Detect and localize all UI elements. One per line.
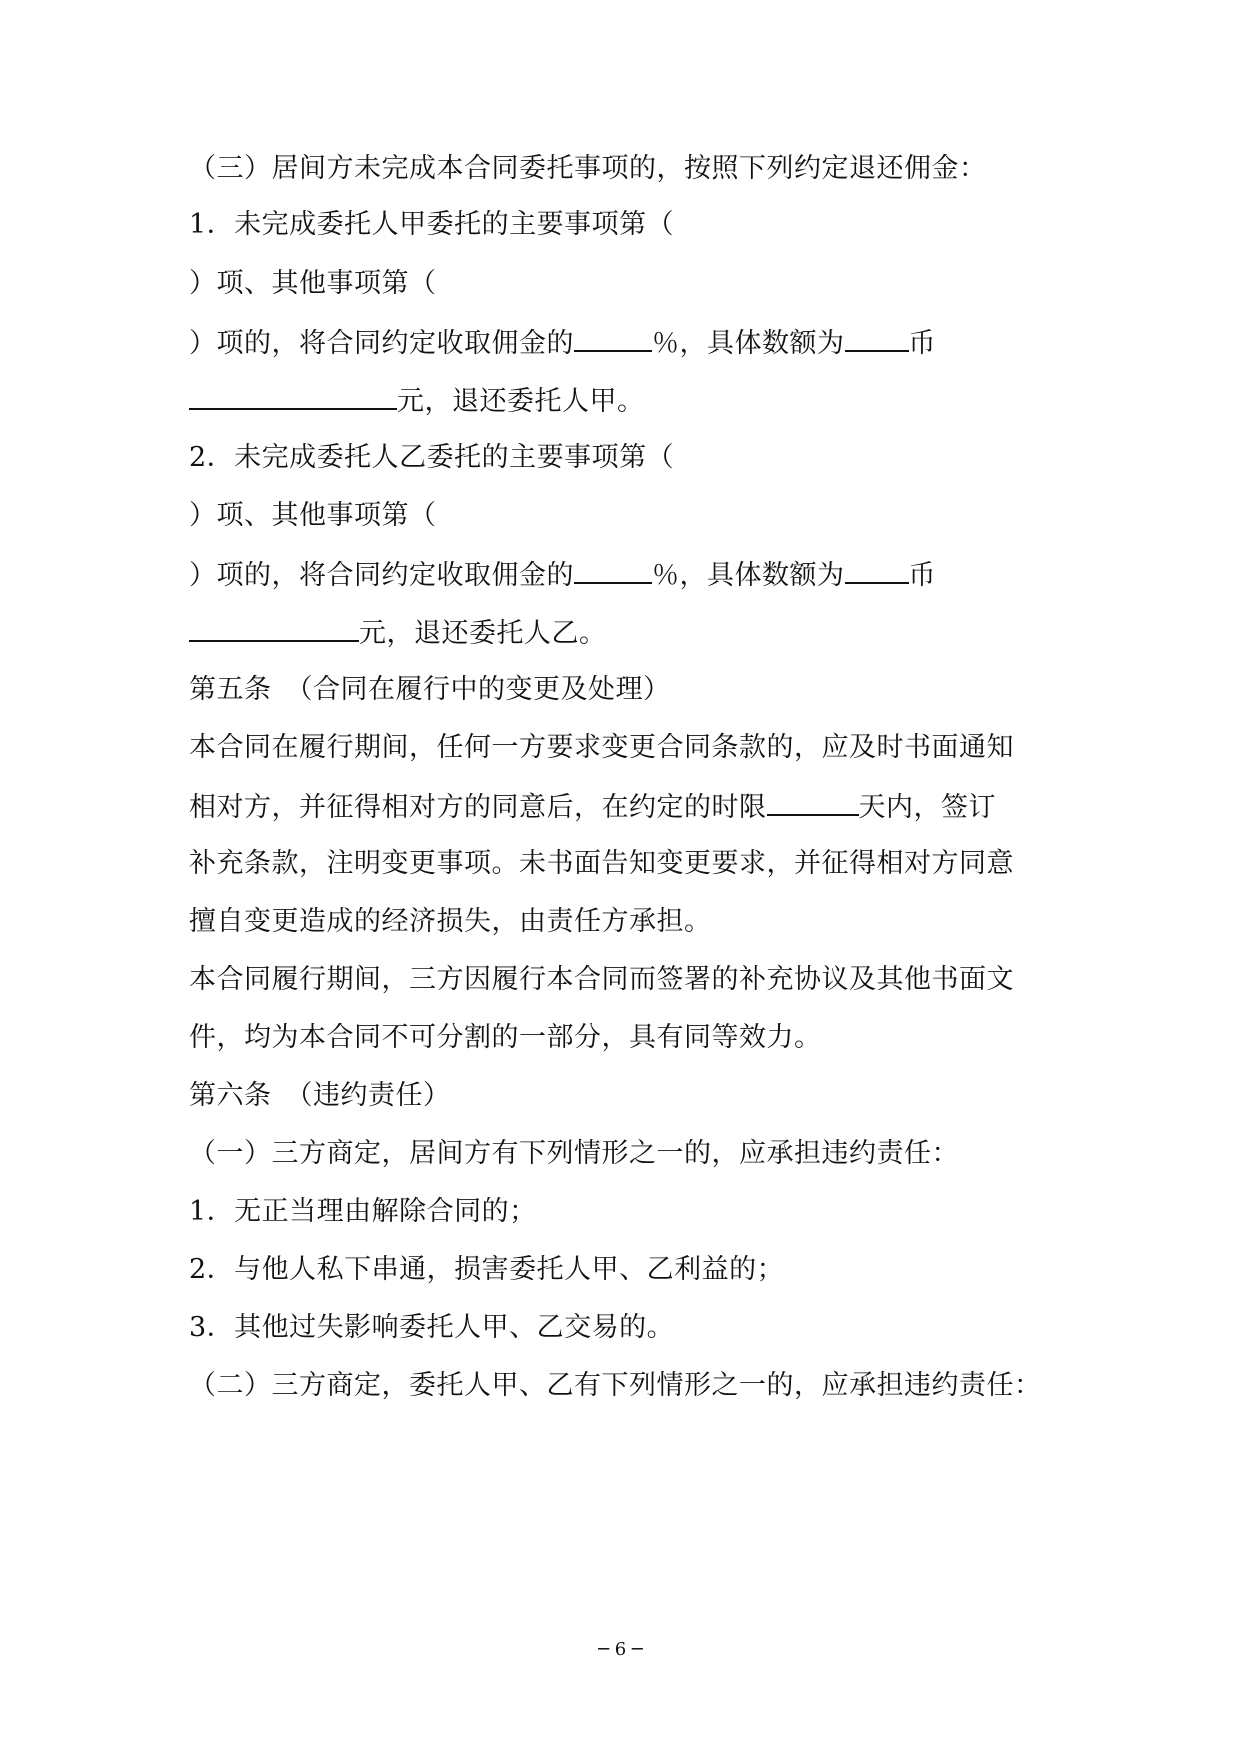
article-6-clause-1-item-1: 1．无正当理由解除合同的； [189,1196,537,1227]
article-5-paragraph-1-line-4: 擅自变更造成的经济损失，由责任方承担。 [189,906,712,937]
article-6-clause-2-heading: （二）三方商定，委托人甲、乙有下列情形之一的，应承担违约责任： [189,1370,1042,1401]
blank-line [845,556,909,584]
paragraph-item-1-line-4 [189,382,1069,420]
blank-line [189,382,397,410]
paragraph-item-1-line-2: ）项、其他事项第（ [189,268,437,299]
paragraph-item-1-line-1: 1．未完成委托人甲委托的主要事项第（ [189,209,675,240]
blank-line [574,324,652,352]
paragraph-item-2-line-3 [189,556,1069,594]
article-6-clause-1-heading: （一）三方商定，居间方有下列情形之一的，应承担违约责任： [189,1138,959,1169]
text-segment: 元，退还委托人甲。 [397,386,645,417]
paragraph-item-2-line-4 [189,614,1069,652]
text-segment: 相对方，并征得相对方的同意后，在约定的时限 [189,792,767,823]
paragraph-item-2-line-1: 2．未完成委托人乙委托的主要事项第（ [189,442,675,473]
blank-line [574,556,652,584]
text-segment: 币 [908,328,936,359]
article-6-clause-1-item-2: 2．与他人私下串通，损害委托人甲、乙利益的； [189,1254,785,1285]
text-segment: ％，具体数额为 [652,560,845,591]
text-segment: 元，退还委托人乙。 [359,618,607,649]
article-6-heading: 第六条 （违约责任） [189,1080,451,1111]
article-5-paragraph-2-line-2: 件，均为本合同不可分割的一部分，具有同等效力。 [189,1022,822,1053]
page-number: ─ 6 ─ [598,1639,643,1660]
article-5-paragraph-1-line-3: 补充条款，注明变更事项。未书面告知变更要求，并征得相对方同意 [189,848,1014,879]
article-5-heading: 第五条 （合同在履行中的变更及处理） [189,674,671,705]
article-6-clause-1-item-3: 3．其他过失影响委托人甲、乙交易的。 [189,1312,675,1343]
article-5-paragraph-1-line-2 [189,788,1069,826]
paragraph-refund-heading: （三）居间方未完成本合同委托事项的，按照下列约定退还佣金： [189,153,987,184]
text-segment: ）项的，将合同约定收取佣金的 [189,560,574,591]
blank-line [845,324,909,352]
blank-line [189,614,359,642]
paragraph-item-1-line-3 [189,324,1069,362]
text-segment: 币 [908,560,936,591]
paragraph-item-2-line-2: ）项、其他事项第（ [189,500,437,531]
blank-line [767,788,859,816]
article-5-paragraph-2-line-1: 本合同履行期间，三方因履行本合同而签署的补充协议及其他书面文 [189,964,1014,995]
article-5-paragraph-1-line-1: 本合同在履行期间，任何一方要求变更合同条款的，应及时书面通知 [189,732,1014,763]
text-segment: 天内，签订 [858,792,996,823]
text-segment: ）项的，将合同约定收取佣金的 [189,328,574,359]
text-segment: ％，具体数额为 [652,328,845,359]
